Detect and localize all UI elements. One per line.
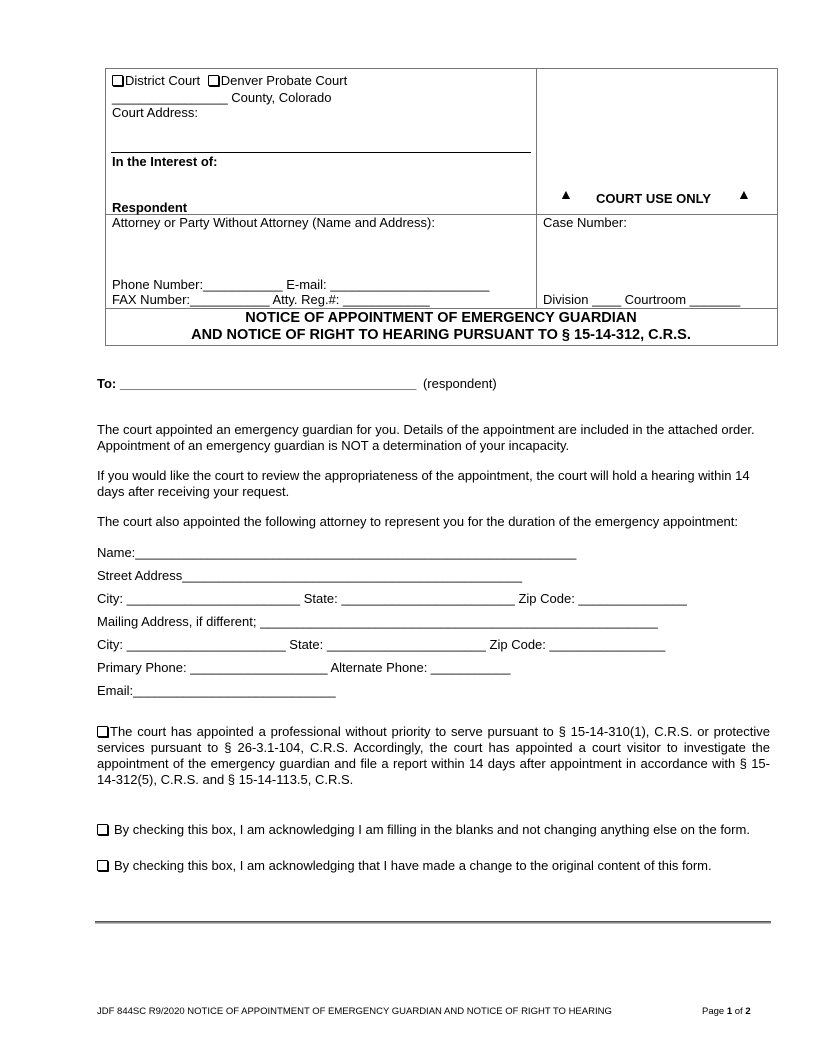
to-line (97, 376, 497, 391)
court-visitor-paragraph (97, 724, 770, 788)
denver-probate-checkbox[interactable] (208, 75, 219, 86)
total-pages: 2 (745, 1006, 751, 1017)
phone-fields[interactable]: Primary Phone: ___________________ Alternate Phone: ___________ (97, 660, 511, 675)
paragraph-appointment: The court appointed an emergency guardian for you. Details of the appointment are included in the attached order. Appointment of an emergency guardian is NOT a determination of your incapacity. (97, 422, 755, 453)
court-selection (112, 73, 347, 88)
division-courtroom-line[interactable]: Division ____ Courtroom _______ (543, 292, 741, 307)
district-court-label: District Court (125, 73, 201, 88)
county-line[interactable]: ________________ County, Colorado (112, 90, 332, 105)
footer-form-id: JDF 844SC R9/2020 NOTICE OF APPOINTMENT OF EMERGENCY GUARDIAN AND NOTICE OF RIGHT TO HEARING (97, 1006, 612, 1017)
court-visitor-checkbox[interactable] (97, 726, 108, 737)
respondent-label: Respondent (112, 200, 188, 215)
court-visitor-text: The court has appointed a professional without priority to serve pursuant to § 15-14-310(1), C.R.S. or protective services pursuant to § 26-3.1-104, C.R.S. Accordingly, the court has appointed a court visitor to investigate the appointment of the emergency guardian and file a report within 14 days after appointment in accordance with § 15-14-312(5), C.R.S. and § 15-14-113.5, C.R.S. (97, 724, 770, 787)
to-label: To: (97, 376, 117, 391)
attorney-label: Attorney or Party Without Attorney (Name and Address): (112, 215, 435, 230)
case-number-label: Case Number: (543, 215, 627, 230)
court-address-label: Court Address: (112, 105, 198, 120)
fax-reg-line[interactable]: FAX Number:___________ Atty. Reg.#: ____________ (112, 292, 430, 307)
mailing-city-state-zip-field[interactable]: City: ______________________ State: ______________________ Zip Code: ________________ (97, 637, 666, 652)
mailing-address-field[interactable]: Mailing Address, if different; _______________________________________________________ (97, 614, 658, 629)
no-change-checkbox[interactable] (97, 824, 108, 835)
up-triangle-icon: ▲ (737, 186, 751, 202)
of-label: of (734, 1006, 743, 1017)
page-number: 1 (726, 1006, 733, 1017)
city-state-zip-field[interactable]: City: ________________________ State: ________________________ Zip Code: _______________ (97, 591, 687, 606)
paragraph-hearing: If you would like the court to review the appropriateness of the appointment, the court will hold a hearing within 14 days after receiving your request. (97, 468, 750, 499)
changed-checkbox[interactable] (97, 860, 108, 871)
attorney-name-field[interactable]: Name:_____________________________________________________________ (97, 545, 577, 560)
footer-rule (95, 921, 771, 924)
denver-probate-label: Denver Probate Court (220, 73, 348, 88)
acknowledge-changed (97, 858, 712, 873)
changed-text: By checking this box, I am acknowledging that I have made a change to the original content of this form. (114, 858, 712, 873)
phone-email-line[interactable]: Phone Number:___________ E-mail: ______________________ (112, 277, 490, 292)
caption-divider (536, 68, 537, 308)
respondent-suffix: (respondent) (422, 376, 497, 391)
acknowledge-no-change (97, 822, 750, 837)
no-change-text: By checking this box, I am acknowledging I am filling in the blanks and not changing anything else on the form. (114, 822, 750, 837)
footer-page (702, 1006, 751, 1017)
page-label: Page (702, 1006, 725, 1017)
respondent-name-blank[interactable]: _________________________________________ (119, 376, 417, 391)
title-line-2: AND NOTICE OF RIGHT TO HEARING PURSUANT TO § 15-14-312, C.R.S. (191, 327, 691, 343)
up-triangle-icon: ▲ (559, 186, 573, 202)
title-line-1: NOTICE OF APPOINTMENT OF EMERGENCY GUARDIAN (245, 310, 637, 326)
street-address-field[interactable]: Street Address_______________________________________________ (97, 568, 523, 583)
paragraph-attorney: The court also appointed the following attorney to represent you for the duration of the emergency appointment: (97, 514, 739, 529)
email-field[interactable]: Email:____________________________ (97, 683, 336, 698)
court-use-only: COURT USE ONLY (596, 191, 712, 206)
district-court-checkbox[interactable] (112, 75, 123, 86)
in-interest-label: In the Interest of: (112, 154, 218, 169)
title-divider (105, 308, 777, 309)
in-interest-underline (111, 152, 531, 153)
